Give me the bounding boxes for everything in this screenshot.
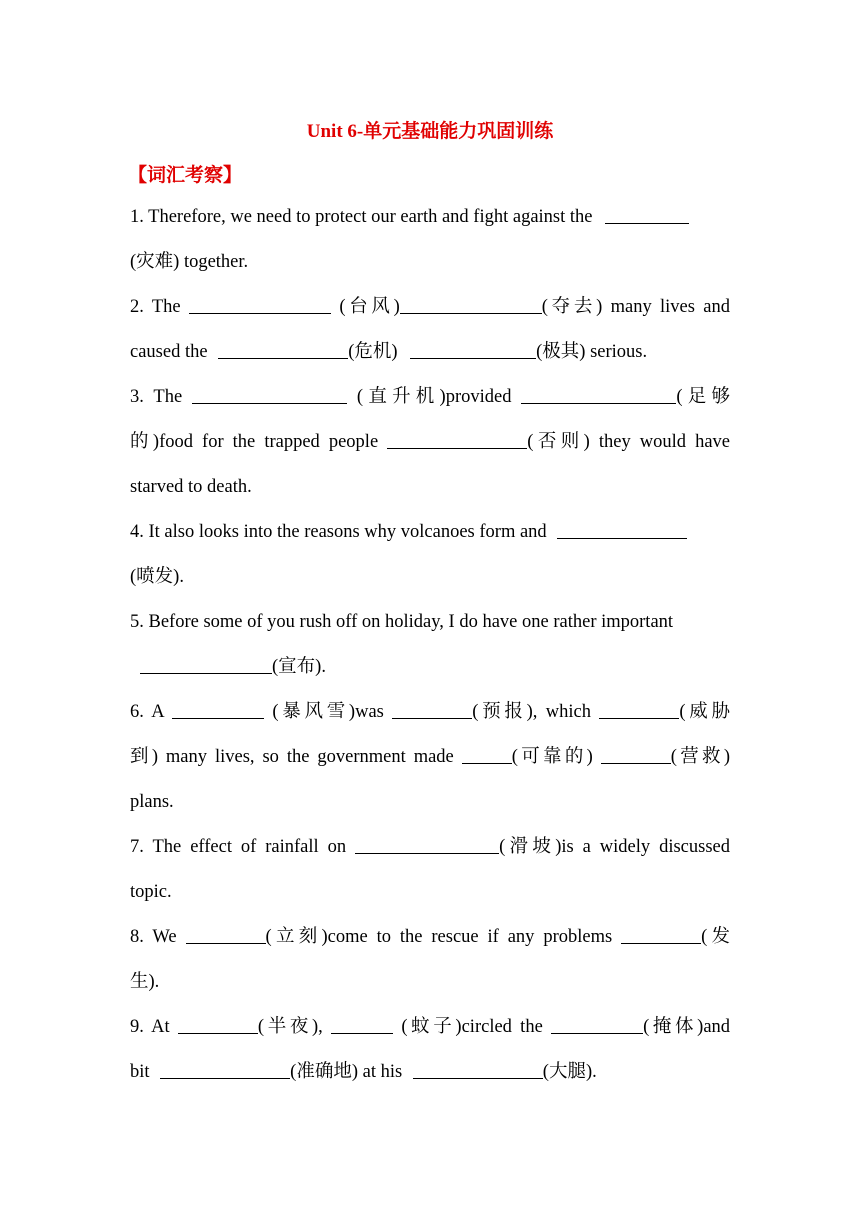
- answer-blank[interactable]: [621, 923, 701, 944]
- answer-blank[interactable]: [160, 1058, 290, 1079]
- question-3-line-2: 的)food for the trapped people (否则) they would have: [130, 427, 730, 457]
- answer-blank[interactable]: [387, 428, 527, 449]
- answer-blank[interactable]: [140, 653, 272, 674]
- question-3-line-1: 3. The (直升机)provided (足够: [130, 382, 730, 412]
- answer-blank[interactable]: [172, 698, 264, 719]
- answer-blank[interactable]: [192, 383, 347, 404]
- answer-blank[interactable]: [392, 698, 472, 719]
- question-1-line-1: 1. Therefore, we need to protect our earth and fight against the: [130, 202, 730, 232]
- question-4-line-1: 4. It also looks into the reasons why volcanoes form and: [130, 517, 730, 547]
- answer-blank[interactable]: [218, 338, 348, 359]
- answer-blank[interactable]: [413, 1058, 543, 1079]
- page-title: Unit 6-单元基础能力巩固训练: [306, 121, 554, 142]
- answer-blank[interactable]: [355, 833, 499, 854]
- question-8-line-2: 生).: [130, 972, 160, 992]
- section-heading: 【词汇考察】: [128, 165, 243, 186]
- answer-blank[interactable]: [557, 518, 687, 539]
- question-2-line-1: 2. The (台风) (夺去) many lives and: [130, 292, 730, 322]
- question-4-line-2: (喷发).: [130, 567, 184, 587]
- question-6-line-2: 到) many lives, so the government made (可靠的) (营救): [130, 742, 730, 772]
- answer-blank[interactable]: [601, 743, 671, 764]
- answer-blank[interactable]: [605, 203, 689, 224]
- answer-blank[interactable]: [551, 1013, 643, 1034]
- answer-blank[interactable]: [410, 338, 536, 359]
- question-9-line-1: 9. At (半夜), (蚊子)circled the (掩体)and: [130, 1012, 730, 1042]
- answer-blank[interactable]: [462, 743, 512, 764]
- question-2-line-2: caused the (危机) (极其) serious.: [130, 337, 730, 367]
- answer-blank[interactable]: [189, 293, 331, 314]
- answer-blank[interactable]: [178, 1013, 258, 1034]
- answer-blank[interactable]: [599, 698, 679, 719]
- question-8-line-1: 8. We (立刻)come to the rescue if any problems (发: [130, 922, 730, 952]
- answer-blank[interactable]: [521, 383, 676, 404]
- answer-blank[interactable]: [331, 1013, 393, 1034]
- question-1-line-2: (灾难) together.: [130, 252, 249, 272]
- question-7-line-1: 7. The effect of rainfall on (滑坡)is a widely discussed: [130, 832, 730, 862]
- question-6-line-3: plans.: [130, 792, 174, 812]
- question-9-line-2: bit (准确地) at his (大腿).: [130, 1057, 730, 1087]
- question-7-line-2: topic.: [130, 882, 172, 902]
- answer-blank[interactable]: [400, 293, 542, 314]
- question-6-line-1: 6. A (暴风雪)was (预报), which (威胁: [130, 697, 730, 727]
- question-5-line-1: 5. Before some of you rush off on holiday, I do have one rather important: [130, 612, 674, 632]
- answer-blank[interactable]: [186, 923, 266, 944]
- question-3-line-3: starved to death.: [130, 477, 252, 497]
- question-5-line-2: (宣布).: [130, 652, 730, 682]
